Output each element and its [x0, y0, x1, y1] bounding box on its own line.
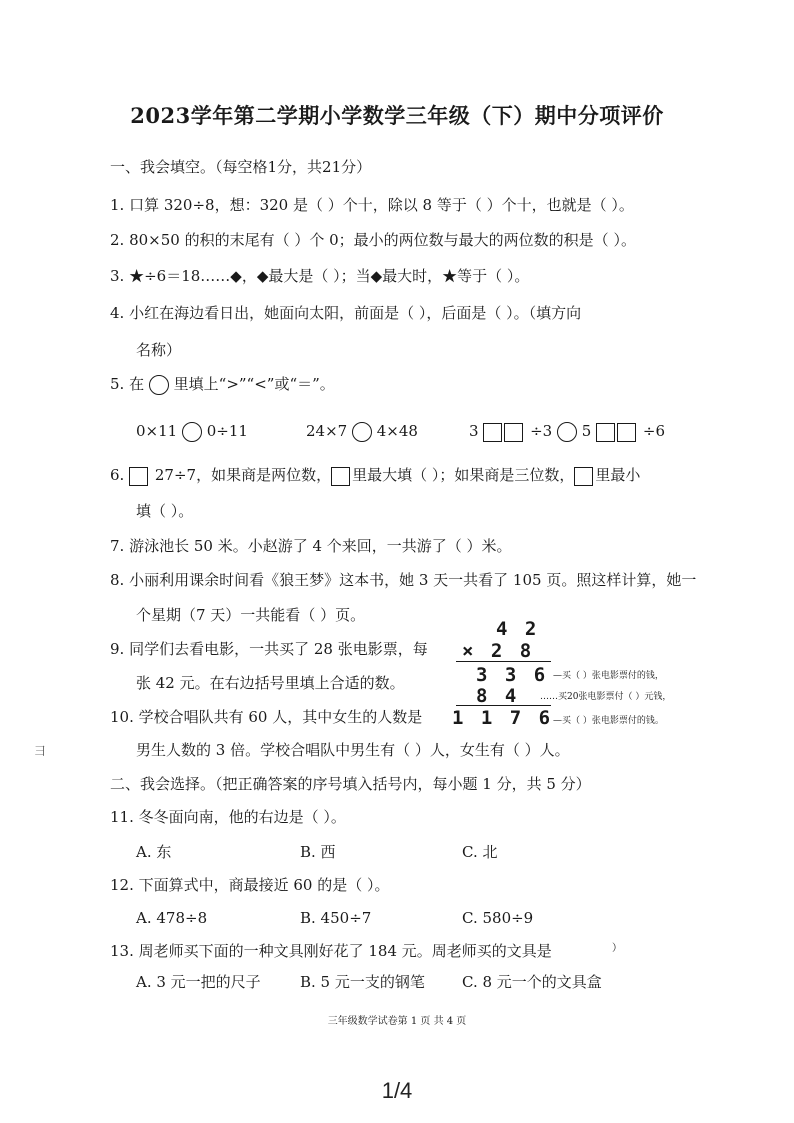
margin-mark: 彐 [34, 744, 47, 758]
digit-box [129, 467, 148, 486]
q5-c1-left: 0×11 [136, 422, 178, 440]
compare-circle [557, 422, 577, 442]
question-3: 3. ★÷6＝18……◆，◆最大是（ ）；当◆最大时，★等于（ ）。 [110, 267, 530, 285]
compare-circle [149, 375, 169, 395]
digit-box [483, 423, 502, 442]
digit-box [504, 423, 523, 442]
q5-c3-first: 3 [469, 422, 479, 440]
question-1: 1. 口算 320÷8，想：320 是（ ）个十，除以 8 等于（ ）个十，也就是（ ）。 [110, 196, 634, 214]
q12-option-b: B. 450÷7 [300, 909, 372, 927]
calc-line-2 [456, 705, 551, 706]
digit-box [617, 423, 636, 442]
q5-c1-right: 0÷11 [206, 422, 248, 440]
q13-option-b: B. 5 元一支的钢笔 [300, 973, 425, 991]
question-2: 2. 80×50 的积的末尾有（ ）个 0；最小的两位数与最大的两位数的积是（ ）。 [110, 231, 636, 249]
q11-option-b: B. 西 [300, 843, 336, 861]
q12-option-c: C. 580÷9 [462, 909, 534, 927]
q6-num: 6. [110, 466, 125, 484]
question-8-line2: 个星期（7 天）一共能看（ ）页。 [136, 606, 366, 624]
digit-box [596, 423, 615, 442]
q13-tail: ） [612, 943, 622, 954]
q6-part1: 27÷7，如果商是两位数， [154, 466, 332, 484]
calc-row-3: 3 3 6 [476, 664, 549, 686]
q5-c3-mid: ÷3 [530, 422, 553, 440]
q13-option-c: C. 8 元一个的文具盒 [462, 973, 602, 991]
question-6-line1 [110, 466, 640, 486]
q5-compare-3 [469, 422, 665, 442]
section2-heading: 二、我会选择。（把正确答案的序号填入括号内，每小题 1 分，共 5 分） [110, 775, 591, 793]
q5-suffix: 里填上“>”“<”或“＝”。 [173, 375, 335, 393]
question-8-line1: 8. 小丽利用课余时间看《狼王梦》这本书，她 3 天一共看了 105 页。照这样计算，她一 [110, 571, 697, 589]
exam-title: 2023学年第二学期小学数学三年级（下）期中分项评价 [130, 103, 664, 128]
q11-option-a: A. 东 [136, 843, 172, 861]
q6-part2: 里最大填（ ）；如果商是三位数， [352, 466, 575, 484]
q5-c3-end: ÷6 [642, 422, 666, 440]
page-footer: 三年级数学试卷第 1 页 共 4 页 [327, 1016, 467, 1027]
q5-c2-left: 24×7 [306, 422, 348, 440]
question-13: 13. 周老师买下面的一种文具刚好花了 184 元。周老师买的文具是 [110, 942, 552, 960]
calc-row-2: × 2 8 [462, 640, 535, 662]
question-4-line2: 名称） [136, 341, 182, 359]
calc-line-1 [456, 661, 551, 662]
calc-row-1: 4 2 [496, 618, 540, 640]
question-9-line2: 张 42 元。在右边括号里填上合适的数。 [136, 674, 405, 692]
question-7: 7. 游泳池长 50 米。小赵游了 4 个来回，一共游了（ ）米。 [110, 537, 512, 555]
question-12: 12. 下面算式中，商最接近 60 的是（ ）。 [110, 876, 390, 894]
q13-option-a: A. 3 元一把的尺子 [136, 973, 261, 991]
q5-c2-right: 4×48 [376, 422, 418, 440]
page-indicator: 1/4 [381, 1078, 413, 1103]
compare-circle [182, 422, 202, 442]
digit-box [574, 467, 593, 486]
q5-compare-1 [136, 422, 248, 442]
calc-row-5: 1 1 7 6 [452, 707, 554, 729]
question-10-line2: 男生人数的 3 倍。学校合唱队中男生有（ ）人，女生有（ ）人。 [136, 741, 570, 759]
q6-part3: 里最小 [595, 466, 641, 484]
calc-note-3: —买（ ）张电影票付的钱。 [553, 716, 664, 726]
q12-option-a: A. 478÷8 [136, 909, 208, 927]
question-5 [110, 375, 335, 395]
calc-row-4: 8 4 [476, 685, 520, 707]
q5-compare-2 [306, 422, 418, 442]
compare-circle [352, 422, 372, 442]
section1-heading: 一、我会填空。（每空格1分，共21分） [110, 158, 372, 176]
question-4-line1: 4. 小红在海边看日出，她面向太阳，前面是（ ），后面是（ ）。（填方向 [110, 304, 582, 322]
q5-prefix: 5. 在 [110, 375, 145, 393]
question-9-line1: 9. 同学们去看电影，一共买了 28 张电影票，每 [110, 640, 428, 658]
q11-option-c: C. 北 [462, 843, 498, 861]
question-10-line1: 10. 学校合唱队共有 60 人，其中女生的人数是 [110, 708, 423, 726]
q5-c3-second: 5 [581, 422, 592, 440]
question-6-line2: 填（ ）。 [136, 502, 194, 520]
calc-note-1: —买（ ）张电影票付的钱， [553, 671, 664, 681]
digit-box [331, 467, 350, 486]
calc-note-2: ……买20张电影票付（ ）元钱， [540, 692, 672, 702]
question-11: 11. 冬冬面向南，他的右边是（ ）。 [110, 808, 346, 826]
